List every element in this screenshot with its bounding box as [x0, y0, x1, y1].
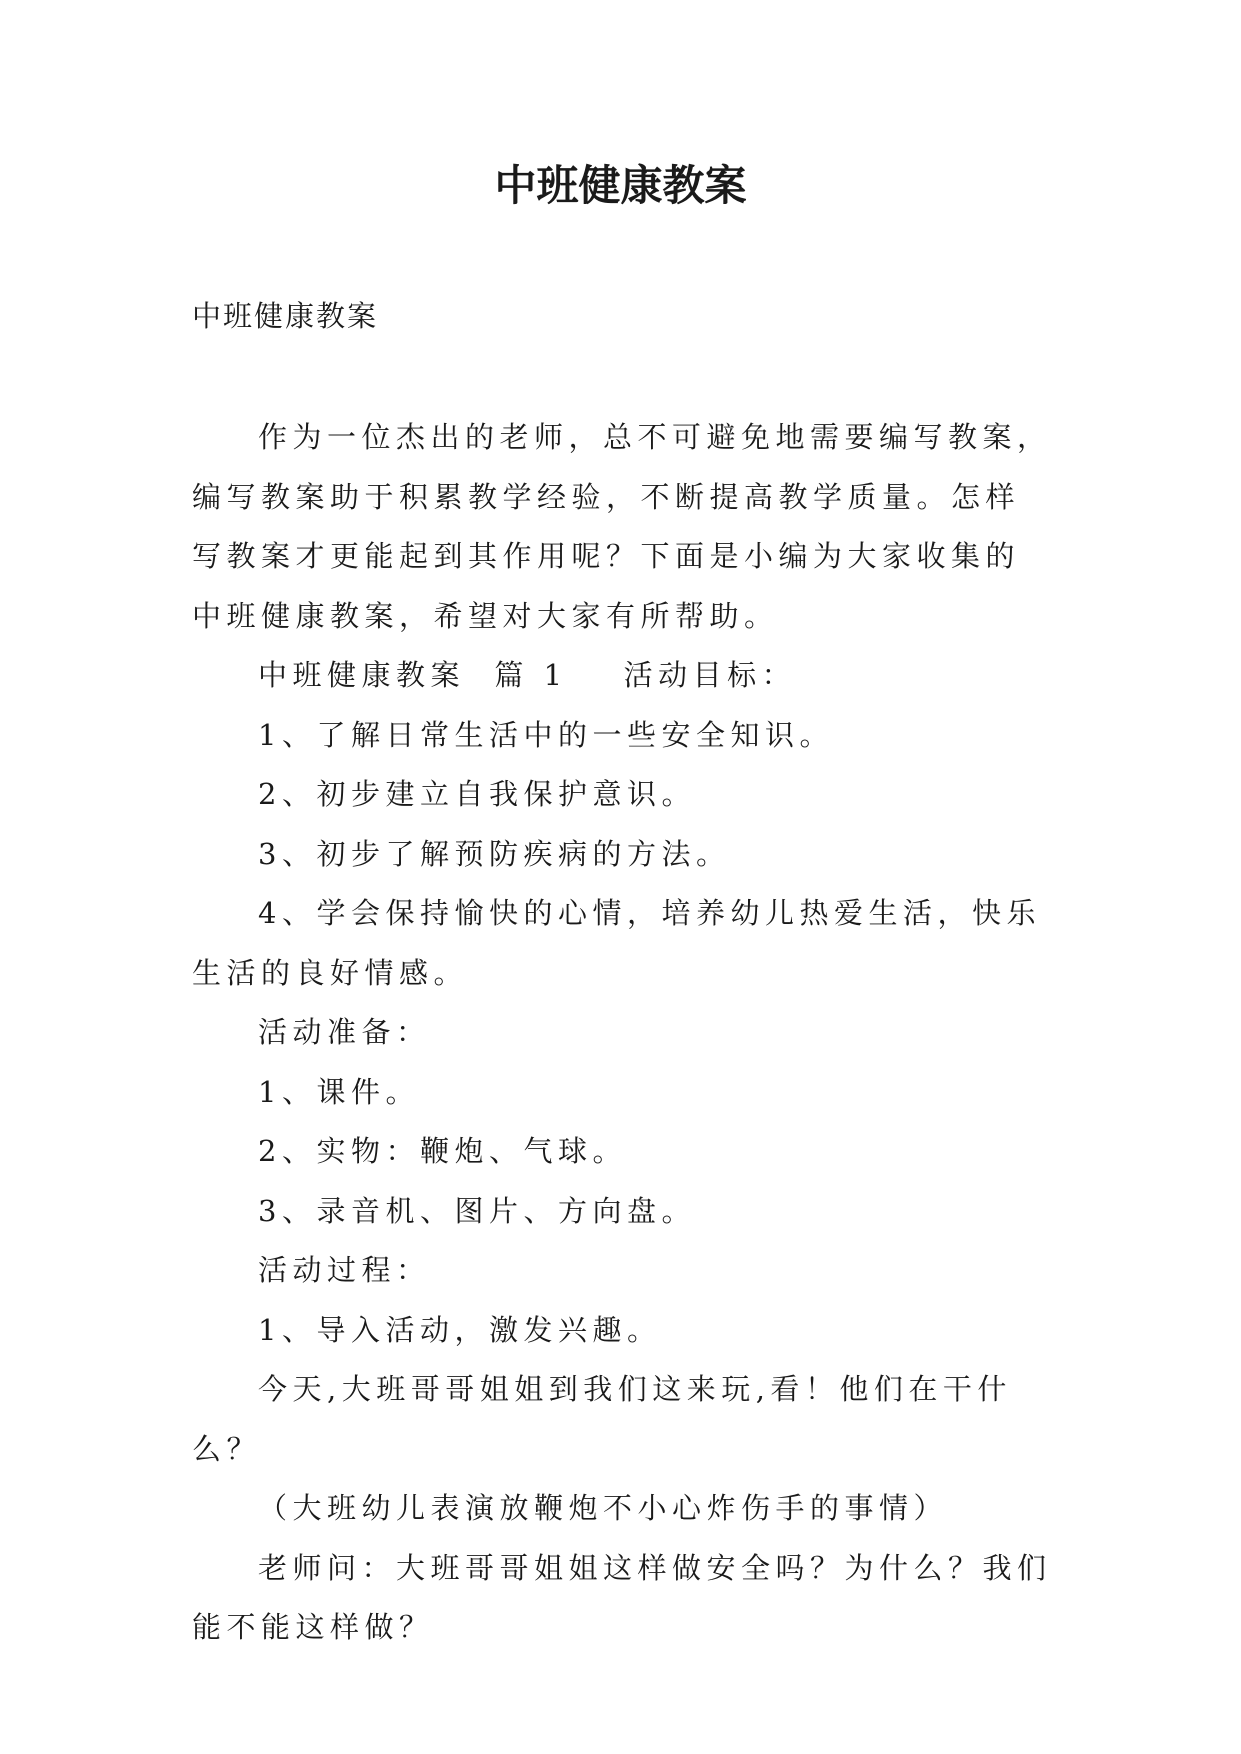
prep-item: 1、课件。	[258, 1074, 420, 1109]
prep-item: 3、录音机、图片、方向盘。	[258, 1193, 696, 1228]
goal-item: 1、了解日常生活中的一些安全知识。	[258, 717, 834, 752]
process-item: （大班幼儿表演放鞭炮不小心炸伤手的事情）	[258, 1491, 949, 1525]
process-item: 1、导入活动，激发兴趣。	[258, 1312, 662, 1347]
section-heading-line	[192, 646, 1052, 706]
goal-item: 4、学会保持愉快的心情，培养幼儿热爱生活，快乐生活的良好情感。	[192, 896, 1041, 990]
document-subtitle: 中班健康教案	[192, 299, 379, 333]
document-title: 中班健康教案	[494, 161, 747, 210]
prep-item: 2、实物：鞭炮、气球。	[258, 1134, 627, 1168]
section-heading: 中班健康教案 篇 1	[258, 658, 568, 692]
goals-heading: 活动目标：	[623, 658, 797, 692]
goal-item: 3、初步了解预防疾病的方法。	[258, 836, 731, 871]
document-body	[192, 408, 1052, 1658]
goal-item: 2、初步建立自我保护意识。	[258, 777, 696, 811]
process-item: 老师问：大班哥哥姐姐这样做安全吗？为什么？我们能不能这样做？	[192, 1550, 1052, 1644]
process-item: 今天,大班哥哥姐姐到我们这来玩,看！他们在干什么？	[192, 1372, 1012, 1466]
intro-paragraph: 作为一位杰出的老师，总不可避免地需要编写教案，编写教案助于积累教学经验，不断提高教学质量。怎样写教案才更能起到其作用呢？下面是小编为大家收集的中班健康教案，希望对大家有所帮助。	[192, 420, 1052, 633]
prep-heading: 活动准备：	[258, 1015, 431, 1049]
process-heading: 活动过程：	[258, 1253, 431, 1287]
